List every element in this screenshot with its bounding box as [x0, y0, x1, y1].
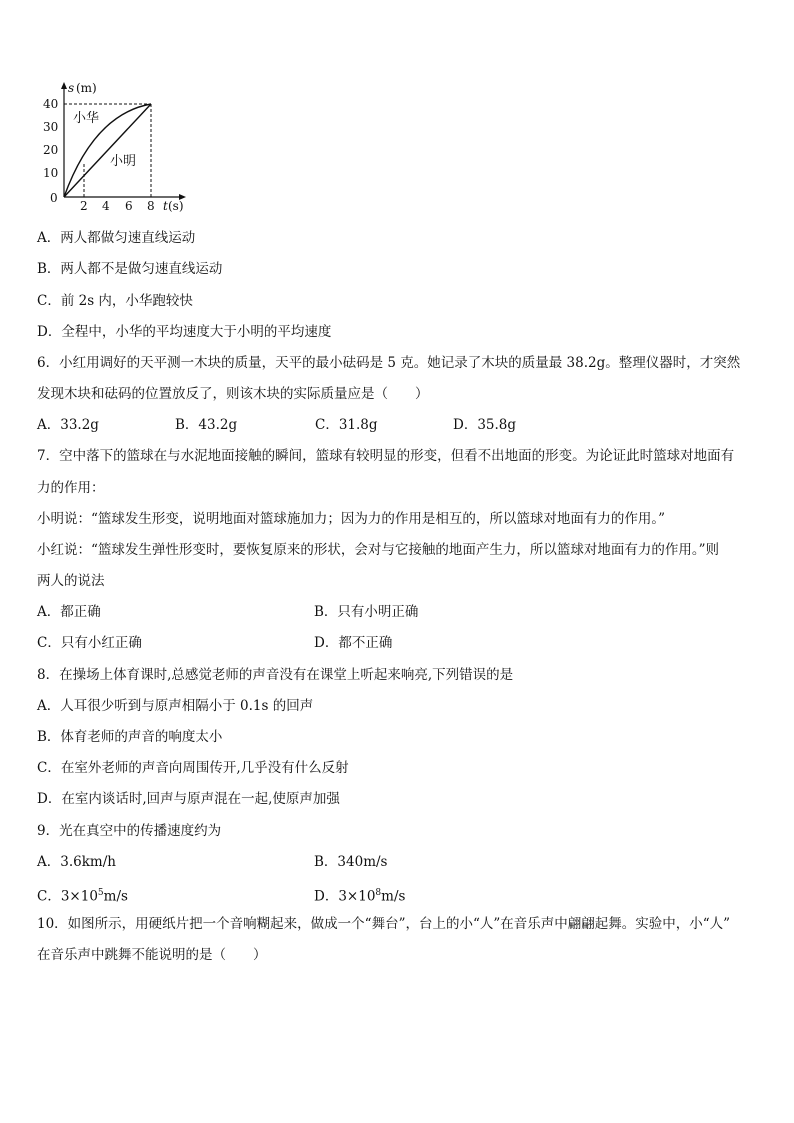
- y-tick-30: 30: [43, 120, 59, 134]
- y-tick-10: 10: [43, 166, 59, 180]
- q9-option-a: A．3.6km/h: [37, 854, 116, 870]
- q8-stem: 8．在操场上体育课时,总感觉老师的声音没有在课堂上听起来响亮,下列错误的是: [37, 667, 514, 683]
- q7-stem-line2: 力的作用：: [37, 480, 105, 496]
- y-tick-0: 0: [50, 191, 58, 205]
- q7-option-b: B．只有小明正确: [314, 604, 419, 620]
- q6-option-c: C．31.8g: [315, 417, 378, 433]
- q5-option-a: A．两人都做匀速直线运动: [37, 230, 196, 246]
- q10-stem-line1: 10．如图所示，用硬纸片把一个音响糊起来，做成一个“舞台”，台上的小“人”在音乐声中翩翩起舞。实验中，小“人”: [37, 916, 731, 932]
- y-tick-20: 20: [43, 143, 59, 157]
- x-tick-8: 8: [147, 199, 155, 213]
- q8-option-d: D．在室内谈话时,回声与原声混在一起,使原声加强: [37, 791, 340, 807]
- q8-option-b: B．体育老师的声音的响度太小: [37, 729, 223, 745]
- q8-option-c: C．在室外老师的声音向周围传开,几乎没有什么反射: [37, 760, 349, 776]
- y-axis-unit: (m): [76, 81, 97, 95]
- s-t-graph-svg: [30, 78, 200, 218]
- q10-stem-line2: 在音乐声中跳舞不能说明的是（ ）: [37, 947, 267, 963]
- x-tick-6: 6: [125, 199, 133, 213]
- y-axis-arrow: [61, 82, 67, 89]
- y-axis-var: s: [68, 81, 75, 95]
- q6-stem-line2: 发现木块和砝码的位置放反了，则该木块的实际质量应是（ ）: [37, 386, 429, 402]
- q9-option-d-exp: 8: [375, 888, 382, 898]
- q9-stem: 9．光在真空中的传播速度约为: [37, 823, 222, 839]
- q6-option-b: B．43.2g: [175, 417, 238, 433]
- q7-xiaoming-says: 小明说：“篮球发生形变，说明地面对篮球施加力；因为力的作用是相互的，所以篮球对地面有力的作用。”: [37, 511, 666, 527]
- q9-option-c-base: C．3×10: [37, 888, 98, 905]
- q7-xiaohong-says: 小红说：“篮球发生弹性形变时，要恢复原来的形状，会对与它接触的地面产生力，所以篮球对地面有力的作用。”则: [37, 542, 720, 558]
- q9-option-c-exp: 5: [97, 888, 104, 898]
- q7-stem-line1: 7．空中落下的篮球在与水泥地面接触的瞬间，篮球有较明显的形变，但看不出地面的形变。为论证此时篮球对地面有: [37, 448, 735, 464]
- q5-option-d: D．全程中，小华的平均速度大于小明的平均速度: [37, 324, 332, 340]
- q5-option-c: C．前 2s 内，小华跑较快: [37, 293, 193, 309]
- label-xiaohua: 小华: [73, 111, 100, 126]
- x-tick-4: 4: [102, 199, 110, 213]
- q7-option-d: D．都不正确: [314, 635, 393, 651]
- q7-option-c: C．只有小红正确: [37, 635, 142, 651]
- q7-stem-line5: 两人的说法: [37, 573, 105, 589]
- q6-option-a: A．33.2g: [37, 417, 99, 433]
- q6-stem-line1: 6．小红用调好的天平测一木块的质量，天平的最小砝码是 5 克。她记录了木块的质量最 38.2g。整理仪器时，才突然: [37, 355, 741, 371]
- y-tick-40: 40: [43, 97, 59, 111]
- q9-option-d-unit: m/s: [381, 888, 406, 905]
- q9-option-d-base: D．3×10: [314, 888, 376, 905]
- q9-option-d: [314, 884, 405, 906]
- q6-option-d: D．35.8g: [453, 417, 517, 433]
- q9-option-b: B．340m/s: [314, 854, 388, 870]
- q7-option-a: A．都正确: [37, 604, 101, 620]
- label-xiaoming: 小明: [110, 154, 137, 169]
- q9-option-c-unit: m/s: [103, 888, 128, 905]
- s-t-graph: [30, 78, 200, 218]
- x-axis-unit: (s): [168, 199, 184, 213]
- q8-option-a: A．人耳很少听到与原声相隔小于 0.1s 的回声: [37, 698, 314, 714]
- x-axis-var: t: [163, 199, 168, 213]
- x-tick-2: 2: [80, 199, 88, 213]
- q5-option-b: B．两人都不是做匀速直线运动: [37, 261, 223, 277]
- q9-option-c: [37, 884, 128, 906]
